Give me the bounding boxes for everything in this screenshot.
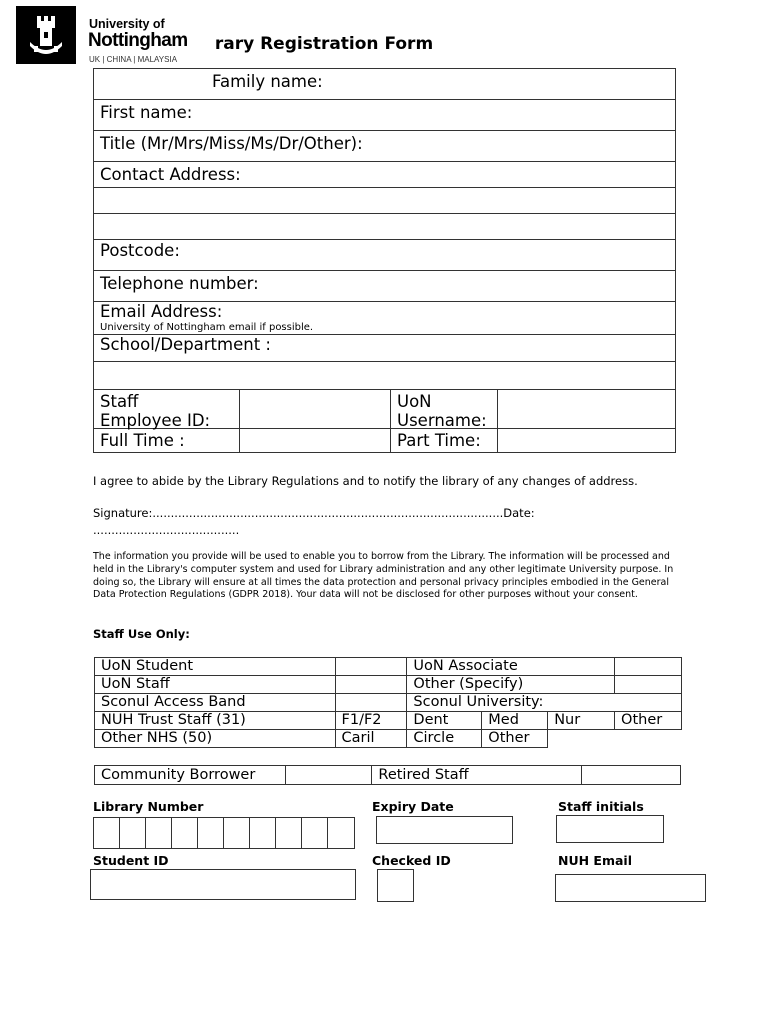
borrower-type-table: [94, 765, 681, 785]
staff-row-2: [95, 676, 682, 694]
library-number-digit[interactable]: [276, 818, 302, 848]
staff-use-table: [94, 657, 682, 748]
email-row[interactable]: [94, 302, 675, 335]
retired-staff-check[interactable]: [582, 766, 681, 785]
library-number-digit[interactable]: [172, 818, 198, 848]
personal-details-table: [93, 68, 676, 453]
staff-row-4: [95, 712, 682, 730]
part-time-field[interactable]: [498, 429, 675, 452]
staff-row-1: [95, 658, 682, 676]
staff-initials-field[interactable]: [556, 815, 664, 843]
logo-university-text: University of: [89, 17, 165, 31]
username-label: Username:: [397, 411, 487, 430]
title-label: Title (Mr/Mrs/Miss/Ms/Dr/Other):: [100, 134, 363, 153]
form-title: [186, 34, 433, 54]
library-number-digit[interactable]: [120, 818, 146, 848]
uon-associate-label: UoN Associate: [407, 658, 615, 676]
postcode-row[interactable]: [94, 240, 675, 271]
school-label: School/Department :: [100, 335, 271, 354]
family-name-label: Family name:: [212, 72, 323, 91]
retired-staff-label: Retired Staff: [372, 766, 582, 785]
date-line[interactable]: ........................................: [93, 523, 240, 537]
library-number-digit[interactable]: [198, 818, 224, 848]
other-nhs-option[interactable]: Other: [482, 730, 548, 748]
checked-id-label: Checked ID: [372, 853, 451, 868]
agreement-text: I agree to abide by the Library Regulations and to notify the library of any changes of address.: [93, 474, 638, 488]
signature-line[interactable]: Signature:................................................................................................Date:: [93, 506, 535, 520]
employment-row: [94, 429, 675, 452]
community-borrower-check[interactable]: [285, 766, 371, 785]
nuh-email-label: NUH Email: [558, 853, 632, 868]
sconul-band-label: Sconul Access Band: [95, 694, 336, 712]
staff-employee-id-field[interactable]: [240, 390, 391, 428]
email-hint: University of Nottingham email if possible.: [100, 322, 314, 333]
telephone-row[interactable]: [94, 271, 675, 302]
student-id-field[interactable]: [90, 869, 356, 900]
staff-employee-id-label: [94, 390, 240, 428]
library-number-label: Library Number: [93, 799, 204, 814]
library-number-digit[interactable]: [250, 818, 276, 848]
university-logo: [16, 6, 76, 64]
uon-label: UoN: [397, 392, 432, 411]
staff-row-3: [95, 694, 682, 712]
uon-staff-check[interactable]: [335, 676, 407, 694]
caril-option[interactable]: Caril: [335, 730, 407, 748]
other-nuh-option[interactable]: Other: [615, 712, 682, 730]
uon-student-check[interactable]: [335, 658, 407, 676]
logo-nottingham-text: Nottingham: [88, 30, 188, 51]
community-borrower-label: Community Borrower: [95, 766, 286, 785]
med-option[interactable]: Med: [482, 712, 548, 730]
postcode-label: Postcode:: [100, 241, 180, 260]
school-row[interactable]: [94, 335, 675, 362]
address-line-3[interactable]: [94, 214, 675, 240]
library-number-digit[interactable]: [94, 818, 120, 848]
staff-initials-label: Staff initials: [558, 799, 644, 814]
other-specify-label: Other (Specify): [407, 676, 615, 694]
logo-campus-text: UK | CHINA | MALAYSIA: [89, 55, 178, 64]
full-time-field[interactable]: [240, 429, 391, 452]
sconul-band-check[interactable]: [335, 694, 407, 712]
circle-option[interactable]: Circle: [407, 730, 482, 748]
first-name-label: First name:: [100, 103, 193, 122]
uon-staff-label: UoN Staff: [95, 676, 336, 694]
first-name-row[interactable]: [94, 100, 675, 131]
employee-id-label: Employee ID:: [100, 411, 211, 430]
nuh-email-field[interactable]: [555, 874, 706, 902]
staff-row-5: [95, 730, 682, 748]
library-number-digit[interactable]: [146, 818, 172, 848]
uon-username-field[interactable]: [498, 390, 675, 428]
library-number-digit[interactable]: [328, 818, 354, 848]
student-id-label: Student ID: [93, 853, 169, 868]
uon-student-label: UoN Student: [95, 658, 336, 676]
empty-cell: [548, 730, 682, 748]
telephone-label: Telephone number:: [100, 274, 259, 293]
school-line-2[interactable]: [94, 362, 675, 390]
contact-address-row[interactable]: [94, 162, 675, 188]
contact-address-label: Contact Address:: [100, 165, 241, 184]
castle-tower-icon: [16, 6, 76, 64]
other-nhs-label: Other NHS (50): [95, 730, 336, 748]
f1f2-option[interactable]: F1/F2: [335, 712, 407, 730]
id-row: [94, 390, 675, 429]
staff-label: Staff: [100, 392, 139, 411]
address-line-2[interactable]: [94, 188, 675, 214]
uon-username-label: [391, 390, 498, 428]
checked-id-checkbox[interactable]: [377, 869, 414, 902]
part-time-label: Part Time:: [391, 429, 498, 452]
library-number-digit[interactable]: [302, 818, 328, 848]
dent-option[interactable]: Dent: [407, 712, 482, 730]
other-specify-check[interactable]: [615, 676, 682, 694]
borrower-row: [95, 766, 681, 785]
nuh-trust-label: NUH Trust Staff (31): [95, 712, 336, 730]
expiry-date-field[interactable]: [376, 816, 513, 844]
expiry-date-label: Expiry Date: [372, 799, 454, 814]
staff-use-heading: Staff Use Only:: [93, 627, 190, 641]
uon-associate-check[interactable]: [615, 658, 682, 676]
library-number-boxes[interactable]: [93, 817, 355, 849]
title-row[interactable]: [94, 131, 675, 162]
sconul-university-label[interactable]: Sconul University:: [407, 694, 682, 712]
privacy-notice: The information you provide will be used to enable you to borrow from the Library. The information will be processed and held in the Library's computer system and used for Library administration and any other legitimate University purpose. In doing so, the Library will ensure at all times the data protection and personal privacy principles embodied in the General Data Protection Regulations (GDPR 2018). Your data will not be disclosed for other purposes without your consent.: [93, 551, 674, 601]
form-title-visible: rary Registration Form: [214, 34, 434, 54]
nur-option[interactable]: Nur: [548, 712, 615, 730]
email-label: Email Address:: [100, 302, 223, 321]
full-time-label: Full Time :: [94, 429, 240, 452]
library-number-digit[interactable]: [224, 818, 250, 848]
family-name-row[interactable]: [94, 69, 675, 100]
